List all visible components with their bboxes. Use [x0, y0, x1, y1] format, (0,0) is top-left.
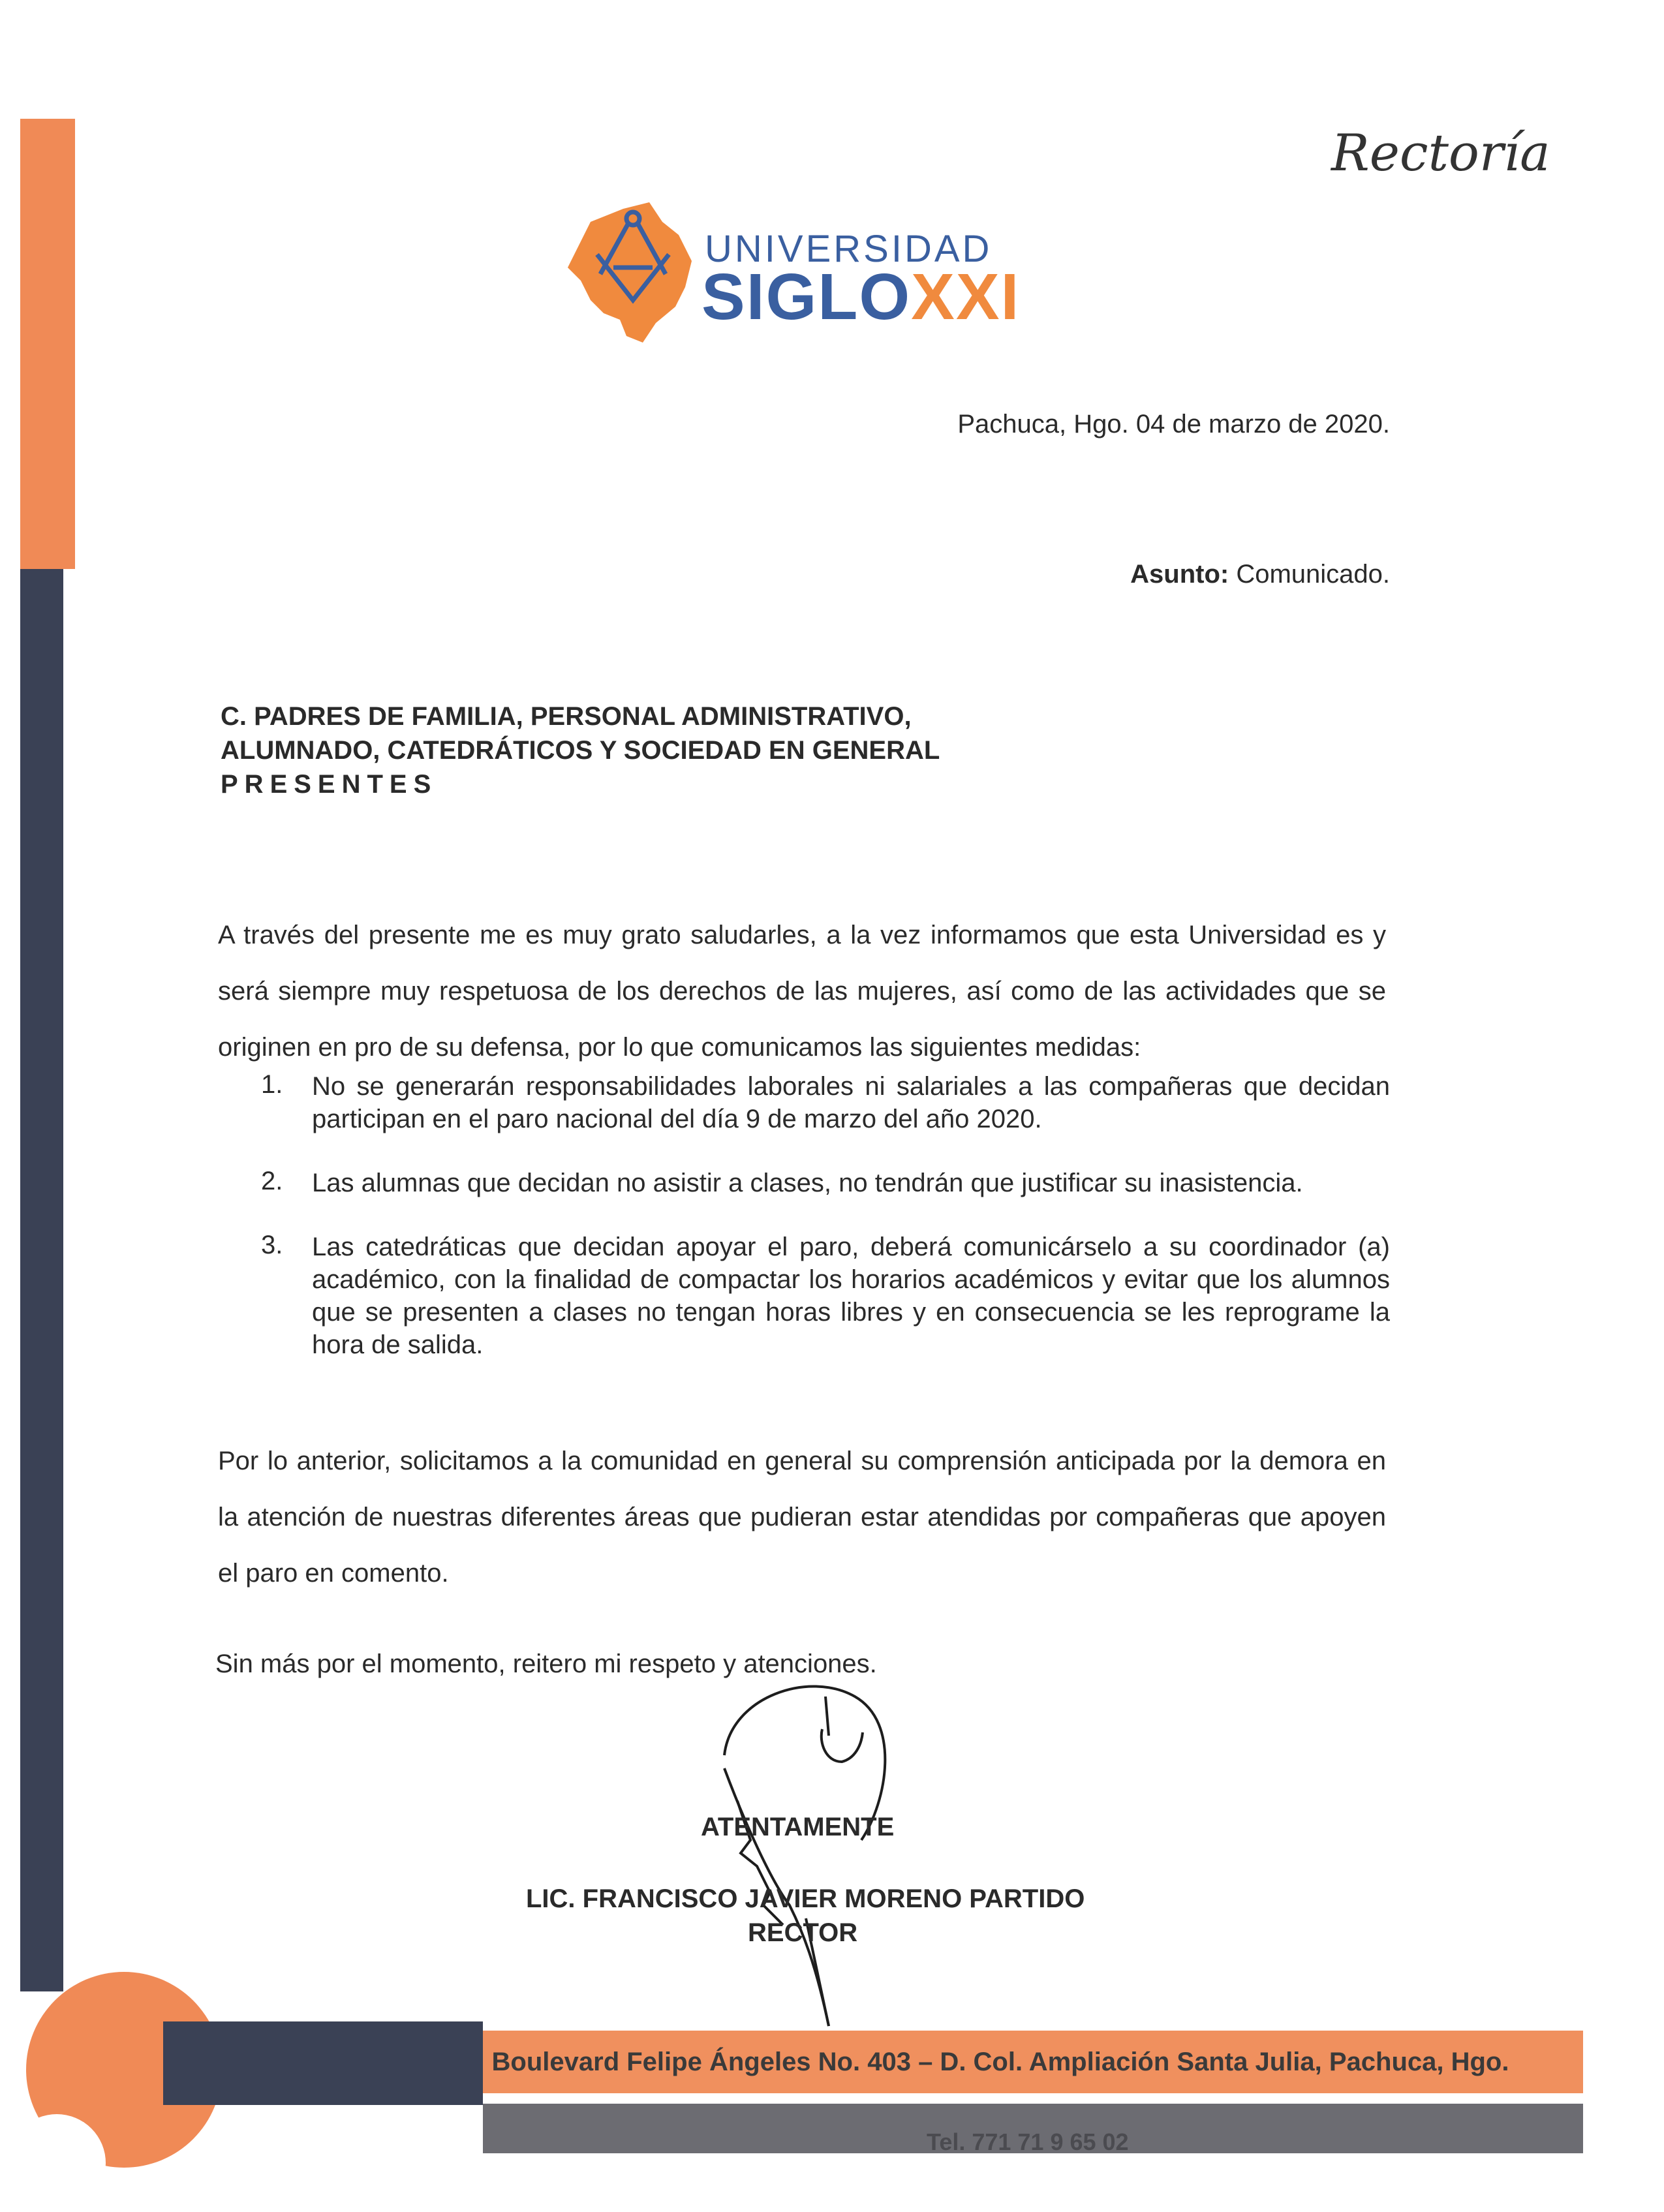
closing-line: Sin más por el momento, reitero mi respeto y atenciones. [215, 1650, 877, 1678]
list-item-text: No se generarán responsabilidades laborales ni salariales a las compañeras que decidan participan en el paro nacional del día 9 de marzo del año 2020. [312, 1072, 1390, 1133]
letter-date: Pachuca, Hgo. 04 de marzo de 2020. [957, 410, 1390, 438]
footer-phone: Tel. 771 71 9 65 02 [927, 2128, 1129, 2155]
side-bar-navy [20, 569, 63, 1991]
addressee-line: C. PADRES DE FAMILIA, PERSONAL ADMINISTRATIVO, [221, 702, 912, 731]
logo-xxi-word: XXI [911, 260, 1021, 333]
list-item-number: 2. [261, 1167, 283, 1195]
list-item-number: 3. [261, 1231, 283, 1259]
list-item-text: Las alumnas que decidan no asistir a clases, no tendrán que justificar su inasistencia. [312, 1169, 1303, 1197]
footer-address: Boulevard Felipe Ángeles No. 403 – D. Col. Ampliación Santa Julia, Pachuca, Hgo. [491, 2047, 1509, 2076]
subject-value: Comunicado. [1229, 560, 1390, 589]
map-compass-icon [564, 196, 701, 346]
handwritten-rectoria-note: Rectoría [1331, 124, 1550, 183]
addressee-line: ALUMNADO, CATEDRÁTICOS Y SOCIEDAD EN GENERAL [221, 736, 940, 765]
list-item-number: 1. [261, 1070, 283, 1099]
measures-list [261, 1070, 1390, 1392]
signer-name: LIC. FRANCISCO JAVIER MORENO PARTIDO [526, 1884, 1085, 1913]
university-logo [564, 196, 1073, 346]
signer-title: RECTOR [748, 1918, 858, 1947]
list-item-text: Las catedráticas que decidan apoyar el paro, deberá comunicárselo a su coordinador (a) académico, con la finalidad de compactar los horarios académicos y evitar que los alumnos que se presenten a clases no tengan horas libres y en consecuencia se les reprograme la hora de salida. [312, 1233, 1390, 1359]
intro-paragraph: A través del presente me es muy grato saludarles, a la vez informamos que esta Universidad es y será siempre muy respetuosa de los derechos de las mujeres, así como de las actividades que se originen en pro de su defensa, por lo que comunicamos las siguientes medidas: [218, 921, 1386, 1062]
list-item [261, 1167, 1390, 1199]
logo-siglo-text [701, 260, 1020, 335]
subject-label: Asunto: [1130, 560, 1229, 589]
list-item [261, 1070, 1390, 1135]
presentes-line: PRESENTES [221, 770, 438, 799]
list-item [261, 1231, 1390, 1361]
conclusion-paragraph: Por lo anterior, solicitamos a la comunidad en general su comprensión anticipada por la demora en la atención de nuestras diferentes áreas que pudieran estar atendidas por compañeras que apoyen el paro en comento. [218, 1447, 1386, 1588]
logo-siglo-word: SIGLO [701, 260, 912, 333]
sign-off: ATENTAMENTE [701, 1813, 895, 1841]
side-bar-orange [20, 119, 75, 569]
footer-circle-inner-decoration [8, 2114, 106, 2212]
footer-address-band [483, 2031, 1583, 2093]
handwritten-signature [692, 1670, 940, 2036]
addressee-block [221, 699, 940, 801]
logo-universidad-text: UNIVERSIDAD [705, 228, 993, 270]
letter-subject [1130, 560, 1390, 589]
footer-navy-band [163, 2021, 483, 2105]
